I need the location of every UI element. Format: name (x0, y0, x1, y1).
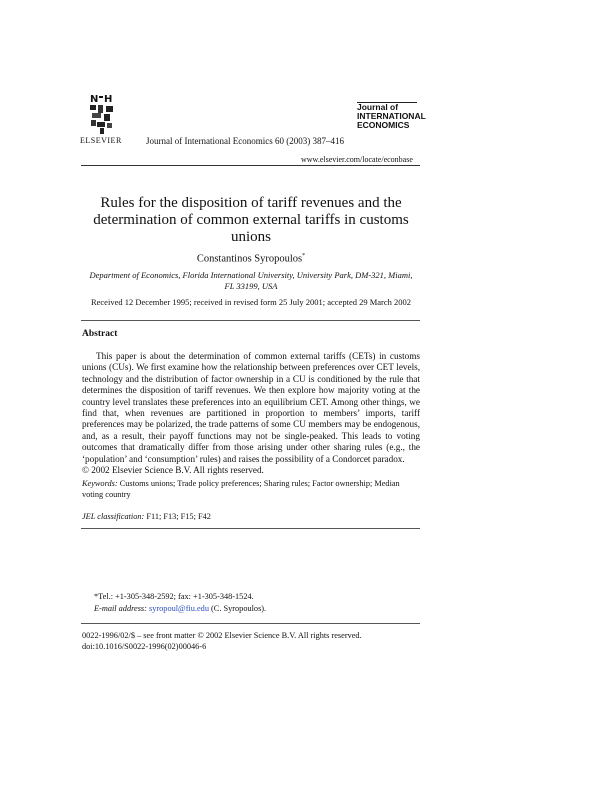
email-label: E-mail address: (94, 604, 147, 613)
svg-text:N: N (90, 94, 99, 105)
front-matter-line: 0022-1996/02/$ – see front matter © 2002 Elsevier Science B.V. All rights reserved. (82, 631, 362, 640)
keywords (82, 478, 420, 500)
svg-text:H: H (104, 94, 113, 105)
abstract-body (82, 351, 420, 476)
author-name: Constantinos Syropoulos (196, 253, 303, 265)
email-suffix: (C. Syropoulos). (211, 604, 267, 613)
email-link[interactable]: syropoul@fiu.edu (149, 604, 209, 613)
doi-line[interactable]: doi:10.1016/S0022-1996(02)00046-6 (82, 642, 207, 651)
brand-line-3: ECONOMICS (357, 120, 410, 130)
header-divider (81, 165, 420, 166)
author-footnote-mark[interactable]: * (302, 253, 306, 259)
author-line (80, 253, 422, 265)
abstract-text: This paper is about the determination of common external tariffs (CETs) in customs unions (CUs). We first examine how the relationship between preferences over CET levels, technology and the distribution of factor ownership in a CU is conditioned by the rule that determines the disposition of tariff revenues. We then explore how majority voting at the country level translates these preferences into an equilibrium CET. Among other things, we find that, when revenues are partitioned in proportion to members’ imports, tariff preferences may be polarized, the trade patterns of some CU members may be endogenous, and, as a result, their payoff functions may not be single-peaked. This leads to voting outcomes that dramatically differ from those arising under other sharing rules (e.g., the ‘population’ and ‘consumption’ rules) and raises the possibility of a Condorcet paradox. (82, 351, 420, 464)
affiliation-line-1: Department of Economics, Florida International University, University Park, DM-321, Miami, (89, 270, 413, 280)
affiliation (80, 270, 422, 292)
keywords-text: Customs unions; Trade policy preferences; Sharing rules; Factor ownership; Median voting country (82, 479, 400, 499)
journal-url[interactable]: www.elsevier.com/locate/econbase (301, 155, 413, 164)
abstract-divider-top (81, 320, 420, 321)
abstract-divider-bottom (81, 528, 420, 529)
affiliation-line-2: FL 33199, USA (224, 281, 278, 291)
publisher-name: ELSEVIER (80, 136, 122, 145)
brand-line-2: INTERNATIONAL (357, 111, 426, 121)
elsevier-logo (82, 92, 126, 136)
jel-label: JEL classification: (82, 512, 145, 521)
article-title: Rules for the disposition of tariff revenues and the determination of common external tariffs in customs unions (93, 195, 409, 245)
journal-brand (357, 103, 426, 130)
jel-classification (82, 512, 211, 521)
received-dates: Received 12 December 1995; received in revised form 25 July 2001; accepted 29 March 2002 (90, 297, 412, 307)
jel-codes: F11; F13; F15; F42 (146, 512, 211, 521)
footnote-email (94, 604, 266, 613)
abstract-heading: Abstract (82, 329, 118, 339)
keywords-label: Keywords: (82, 479, 118, 488)
abstract-copyright: © 2002 Elsevier Science B.V. All rights reserved. (82, 465, 264, 476)
brand-line-1: Journal of (357, 102, 399, 112)
footer-divider (81, 623, 420, 624)
footnote-contact: *Tel.: +1-305-348-2592; fax: +1-305-348-1524. (94, 592, 254, 601)
journal-citation: Journal of International Economics 60 (2003) 387–416 (146, 136, 344, 146)
